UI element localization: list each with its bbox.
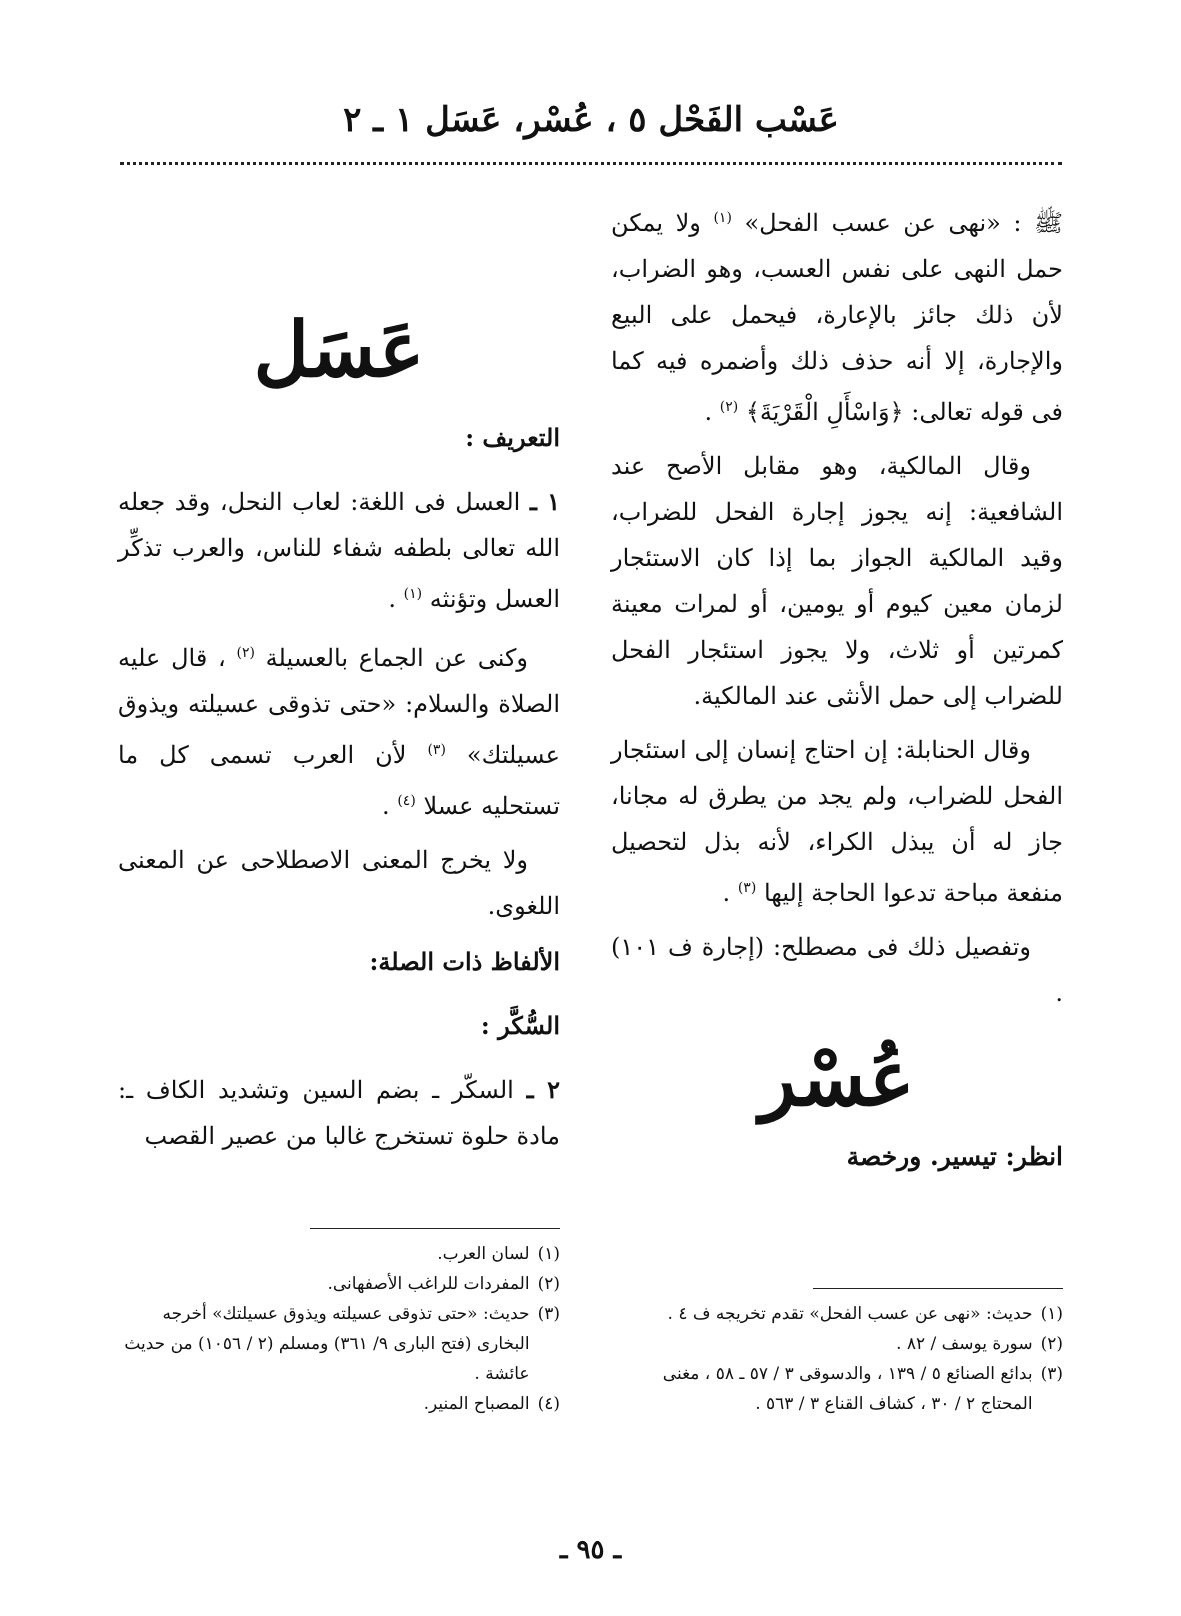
footnote-item: (٣) حديث: «حتى تذوقى عسيلته ويذوق عسيلتك» أخرجه البخارى (فتح البارى ٩/ ٣٦١) ومسلم (٢ / ١٠٥٦) من حديث عائشة . xyxy=(124,1304,560,1384)
section-heading-sukkar: السُّكَّر : xyxy=(480,1011,560,1040)
paragraph-details: وتفصيل ذلك فى مصطلح: (إجارة ف ١٠١) . xyxy=(611,933,1063,1007)
paragraph-text: . xyxy=(704,398,713,426)
footnote-item: (٢) سورة يوسف / ٨٢ . xyxy=(896,1334,1063,1354)
paragraph-text: ، قال عليه الصلاة والسلام: «حتى تذوقى عسيلته ويذوق عسيلتك» xyxy=(118,644,560,769)
paragraph-text: وكنى عن الجماع بالعسيلة xyxy=(265,644,528,672)
footnote-item: (٢) المفردات للراغب الأصفهانى. xyxy=(327,1274,560,1294)
paragraph-number: ٢ ـ xyxy=(526,1075,561,1104)
footnote-item: (١) حديث: «نهى عن عسب الفحل» تقدم تخريجه ف ٤ . xyxy=(667,1304,1063,1324)
paragraph-text: . xyxy=(382,792,390,820)
footnote-item: (٣) بدائع الصنائع ٥ / ١٣٩ ، والدسوقى ٣ / ٥٧ ـ ٥٨ ، مغنى المحتاج ٢ / ٣٠ ، كشاف القناع ٣ / ٥٦٣ . xyxy=(662,1364,1063,1414)
footnote-ref[interactable]: (١) xyxy=(403,586,423,602)
footnotes-right xyxy=(611,1288,1063,1419)
entry-title-asal: عَسَل xyxy=(253,305,425,394)
footnote-ref[interactable]: (٣) xyxy=(737,880,757,896)
paragraph-text: لأن العرب تسمى كل ما تستحليه عسلا xyxy=(118,741,560,820)
section-heading-definition: التعريف : xyxy=(465,423,560,452)
footnote-ref[interactable]: (٣) xyxy=(427,742,446,758)
see-also[interactable]: انظر: تيسير. ورخصة xyxy=(846,1142,1063,1171)
paragraph-technical: ولا يخرج المعنى الاصطلاحى عن المعنى اللغوى. xyxy=(118,846,560,920)
header-divider xyxy=(120,162,1062,165)
paragraph-definition xyxy=(118,479,560,622)
footnote-ref[interactable]: (١) xyxy=(713,210,732,226)
paragraph-text: ولا يمكن حمل النهى على نفس العسب، وهو الضراب، لأن ذلك جائز بالإعارة، فيحمل على البيع والإجارة، إلا أنه حذف ذلك وأضمره فيه كما فى قوله تعالى: ﴿وَاسْأَلِ الْقَرْيَةَ﴾ xyxy=(611,209,1063,426)
paragraph-sukkar xyxy=(118,1067,560,1159)
page-title: عَسْب الفَحْل ٥ ، عُسْر، عَسَل ١ ـ ٢ xyxy=(343,100,839,140)
paragraph-number: ١ ـ xyxy=(529,487,560,516)
paragraph-usayla xyxy=(118,630,560,829)
paragraph-hanabila xyxy=(611,727,1063,916)
paragraph-malikiyya: وقال المالكية، وهو مقابل الأصح عند الشافعية: إنه يجوز إجارة الفحل للضراب، وقيد المالكية الجواز بما إذا كان الاستئجار لزمان معين كيوم أو يومين، أو لمرات معينة كمرتين أو ثلاث، ولا يجوز استئجار الفحل للضراب إلى حمل الأنثى عند المالكية. xyxy=(611,452,1063,710)
footnote-item: (١) لسان العرب. xyxy=(437,1244,560,1264)
section-heading-related: الألفاظ ذات الصلة: xyxy=(369,947,560,976)
right-column xyxy=(611,195,1063,1188)
footnote-ref[interactable]: (٤) xyxy=(397,793,416,809)
entry-title-usr: عُسْر xyxy=(759,1034,915,1123)
footnote-item: (٤) المصباح المنير. xyxy=(423,1394,560,1414)
footnote-divider xyxy=(310,1228,560,1229)
page-number: ـ ٩٥ ـ xyxy=(559,1535,622,1565)
paragraph-text: السكّر ـ بضم السين وتشديد الكاف ـ: مادة حلوة تستخرج غالبا من عصير القصب xyxy=(118,1076,560,1150)
footnote-ref[interactable]: (٢) xyxy=(719,399,739,415)
paragraph-hadith xyxy=(611,195,1063,435)
footnote-ref[interactable]: (٢) xyxy=(236,645,255,661)
paragraph-text: . xyxy=(722,879,731,907)
paragraph-text: ﷺ : «نهى عن عسب الفحل» xyxy=(744,209,1063,237)
footnote-divider xyxy=(813,1288,1063,1289)
footnotes-left xyxy=(118,1228,560,1419)
left-column xyxy=(118,195,560,1167)
paragraph-text: العسل فى اللغة: لعاب النحل، وقد جعله الله تعالى بلطفه شفاء للناس، والعرب تذكِّر العسل وتؤنثه xyxy=(118,488,560,613)
paragraph-text: وقال الحنابلة: إن احتاج إنسان إلى استئجار الفحل للضراب، ولم يجد من يطرق له مجانا، جاز له أن يبذل الكراء، لأنه بذل لتحصيل منفعة مباحة تدعوا الحاجة إليها xyxy=(611,736,1063,907)
paragraph-text: . xyxy=(388,585,397,613)
